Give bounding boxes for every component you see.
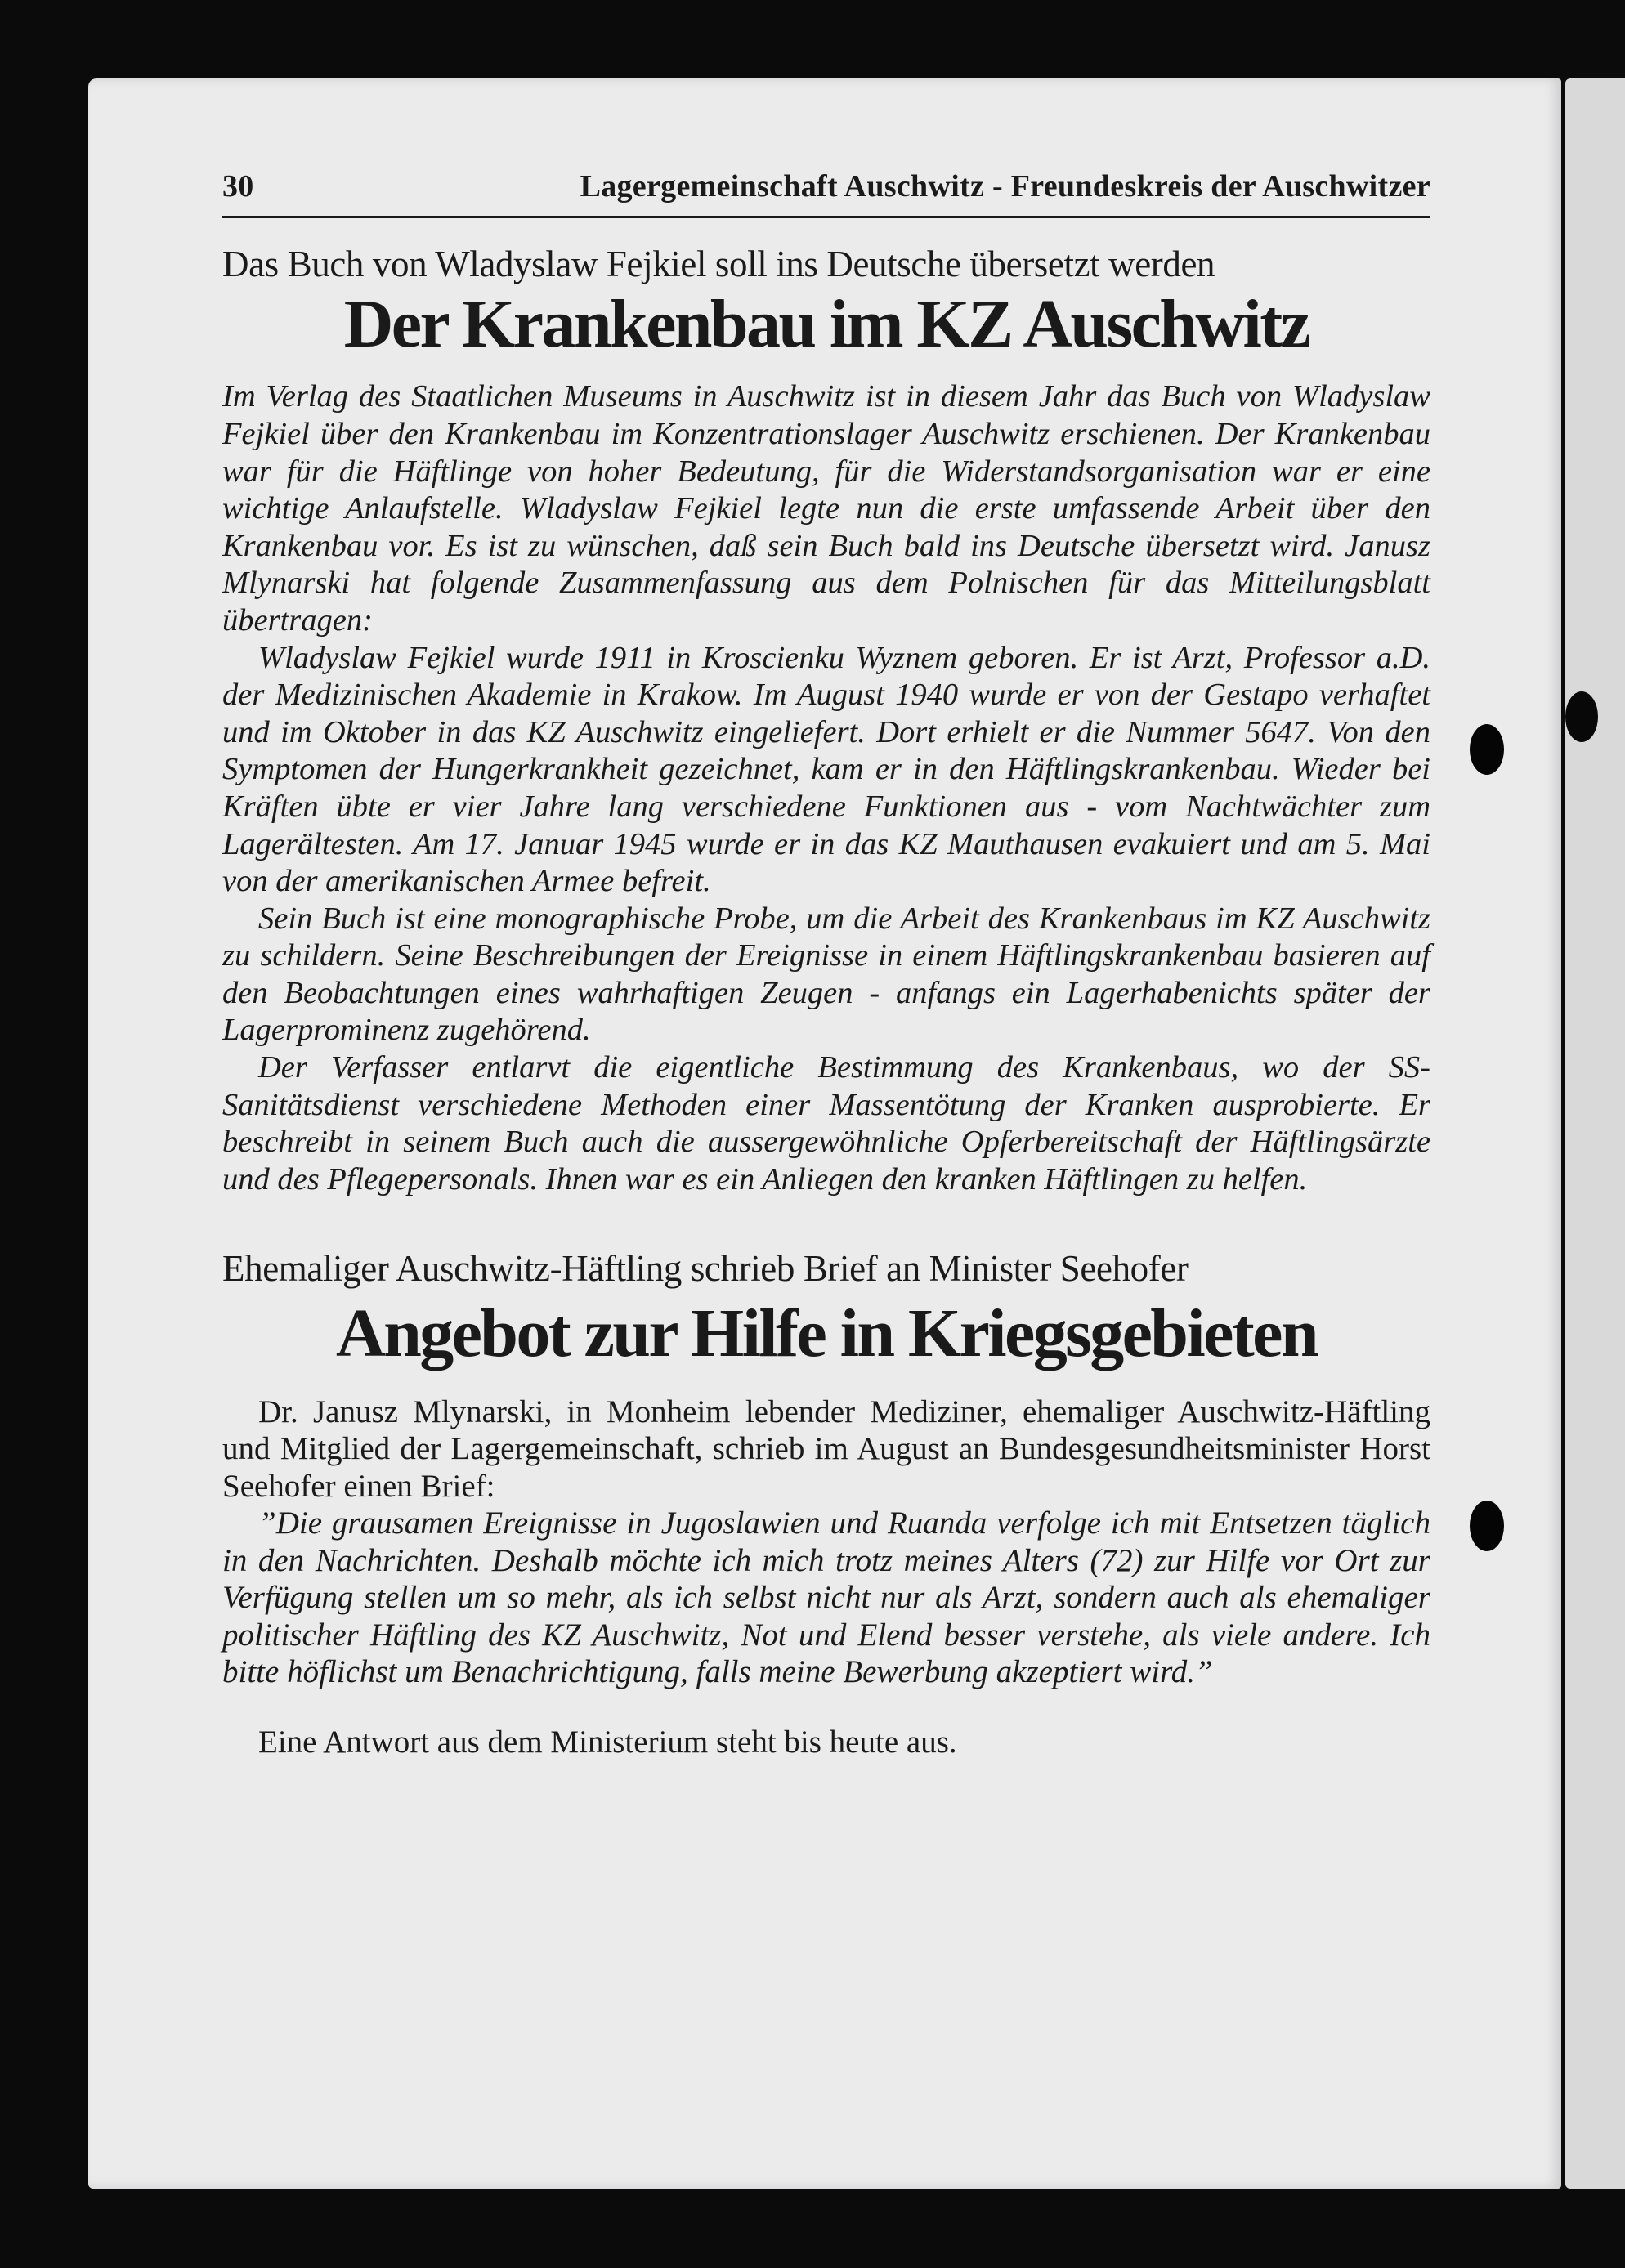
- article-krankenbau: [222, 243, 1430, 1198]
- body-paragraph: Wladyslaw Fejkiel wurde 1911 in Kroscienku Wyznem geboren. Er ist Arzt, Professor a.D. der Medizinischen Akademie in Krakow. Im August 1940 wurde er von der Gestapo verhaftet und im Oktober in das KZ Auschwitz eingeliefert. Dort erhielt er die Nummer 5647. Von den Symptomen der Hungerkrankheit gezeichnet, kam er in den Häftlingskrankenbau. Wieder bei Kräften übte er vier Jahre lang verschiedene Funktionen aus - vom Nachtwächter zum Lagerältesten. Am 17. Januar 1945 wurde er in das KZ Mauthausen evakuiert und am 5. Mai von der amerikanischen Armee befreit.: [222, 640, 1430, 899]
- punch-hole: [1470, 1501, 1504, 1551]
- letter-quote: ”Die grausamen Ereignisse in Jugoslawien und Ruanda verfolge ich mit Entsetzen täglich in den Nachrichten. Deshalb möchte ich mich trotz meines Alters (72) zur Hilfe vor Ort zur Verfügung stellen um so mehr, als ich selbst nicht nur als Arzt, sondern auch als ehemaliger politischer Häftling des KZ Auschwitz, Not und Elend besser verstehe, als viele andere. Ich bitte höflichst um Benachrichtigung, falls meine Bewerbung akzeptiert wird.”: [222, 1505, 1430, 1690]
- punch-hole: [1470, 724, 1504, 775]
- adjacent-page-edge: [1565, 78, 1625, 2189]
- article-intro: Dr. Janusz Mlynarski, in Monheim lebender Mediziner, ehemaliger Auschwitz-Häftling und Mitglied der Lagergemeinschaft, schrieb im August an Bundesgesundheitsminister Horst Seehofer einen Brief:: [222, 1393, 1430, 1504]
- article-headline: Der Krankenbau im KZ Auschwitz: [343, 286, 1309, 362]
- article-angebot: [222, 1247, 1430, 1760]
- running-header: [222, 168, 1430, 218]
- body-paragraph: Sein Buch ist eine monographische Probe, um die Arbeit des Krankenbaus im KZ Auschwitz zu schildern. Seine Beschreibungen der Ereignisse in einem Häftlingskrankenbau basieren auf den Beobachtungen eines wahrhaftigen Zeugen - anfangs ein Lagerhabenichts später der Lagerprominenz zugehörend.: [222, 901, 1430, 1048]
- document-page: [88, 78, 1561, 2189]
- article-closing: Eine Antwort aus dem Ministerium steht bis heute aus.: [258, 1724, 957, 1760]
- article-kicker: Das Buch von Wladyslaw Fejkiel soll ins Deutsche übersetzt werden: [222, 244, 1215, 284]
- page-content: [222, 168, 1430, 1760]
- body-paragraph: Im Verlag des Staatlichen Museums in Auschwitz ist in diesem Jahr das Buch von Wladyslaw Fejkiel über den Krankenbau im Konzentrationslager Auschwitz erschienen. Der Krankenbau war für die Häftlinge von hoher Bedeutung, für die Widerstandsorganisation war er eine wichtige Anlaufstelle. Wladyslaw Fejkiel legte nun die erste umfassende Arbeit über den Krankenbau vor. Es ist zu wünschen, daß sein Buch bald ins Deutsche übersetzt wird. Janusz Mlynarski hat folgende Zusammenfassung aus dem Polnischen für das Mitteilungsblatt übertragen:: [222, 379, 1430, 637]
- article-kicker: Ehemaliger Auschwitz-Häftling schrieb Brief an Minister Seehofer: [222, 1248, 1189, 1290]
- running-title: Lagergemeinschaft Auschwitz - Freundeskreis der Auschwitzer: [580, 169, 1430, 204]
- page-number: 30: [222, 169, 254, 204]
- body-paragraph: Der Verfasser entlarvt die eigentliche Bestimmung des Krankenbaus, wo der SS-Sanitätsdienst verschiedene Methoden einer Massentötung der Kranken ausprobierte. Er beschreibt in seinem Buch auch die aussergewöhnliche Opferbereitschaft der Häftlingsärzte und des Pflegepersonals. Ihnen war es ein Anliegen den kranken Häftlingen zu helfen.: [222, 1050, 1430, 1197]
- article-body: [222, 378, 1430, 1198]
- punch-hole: [1565, 691, 1598, 742]
- article-headline: Angebot zur Hilfe in Kriegsgebieten: [336, 1295, 1317, 1372]
